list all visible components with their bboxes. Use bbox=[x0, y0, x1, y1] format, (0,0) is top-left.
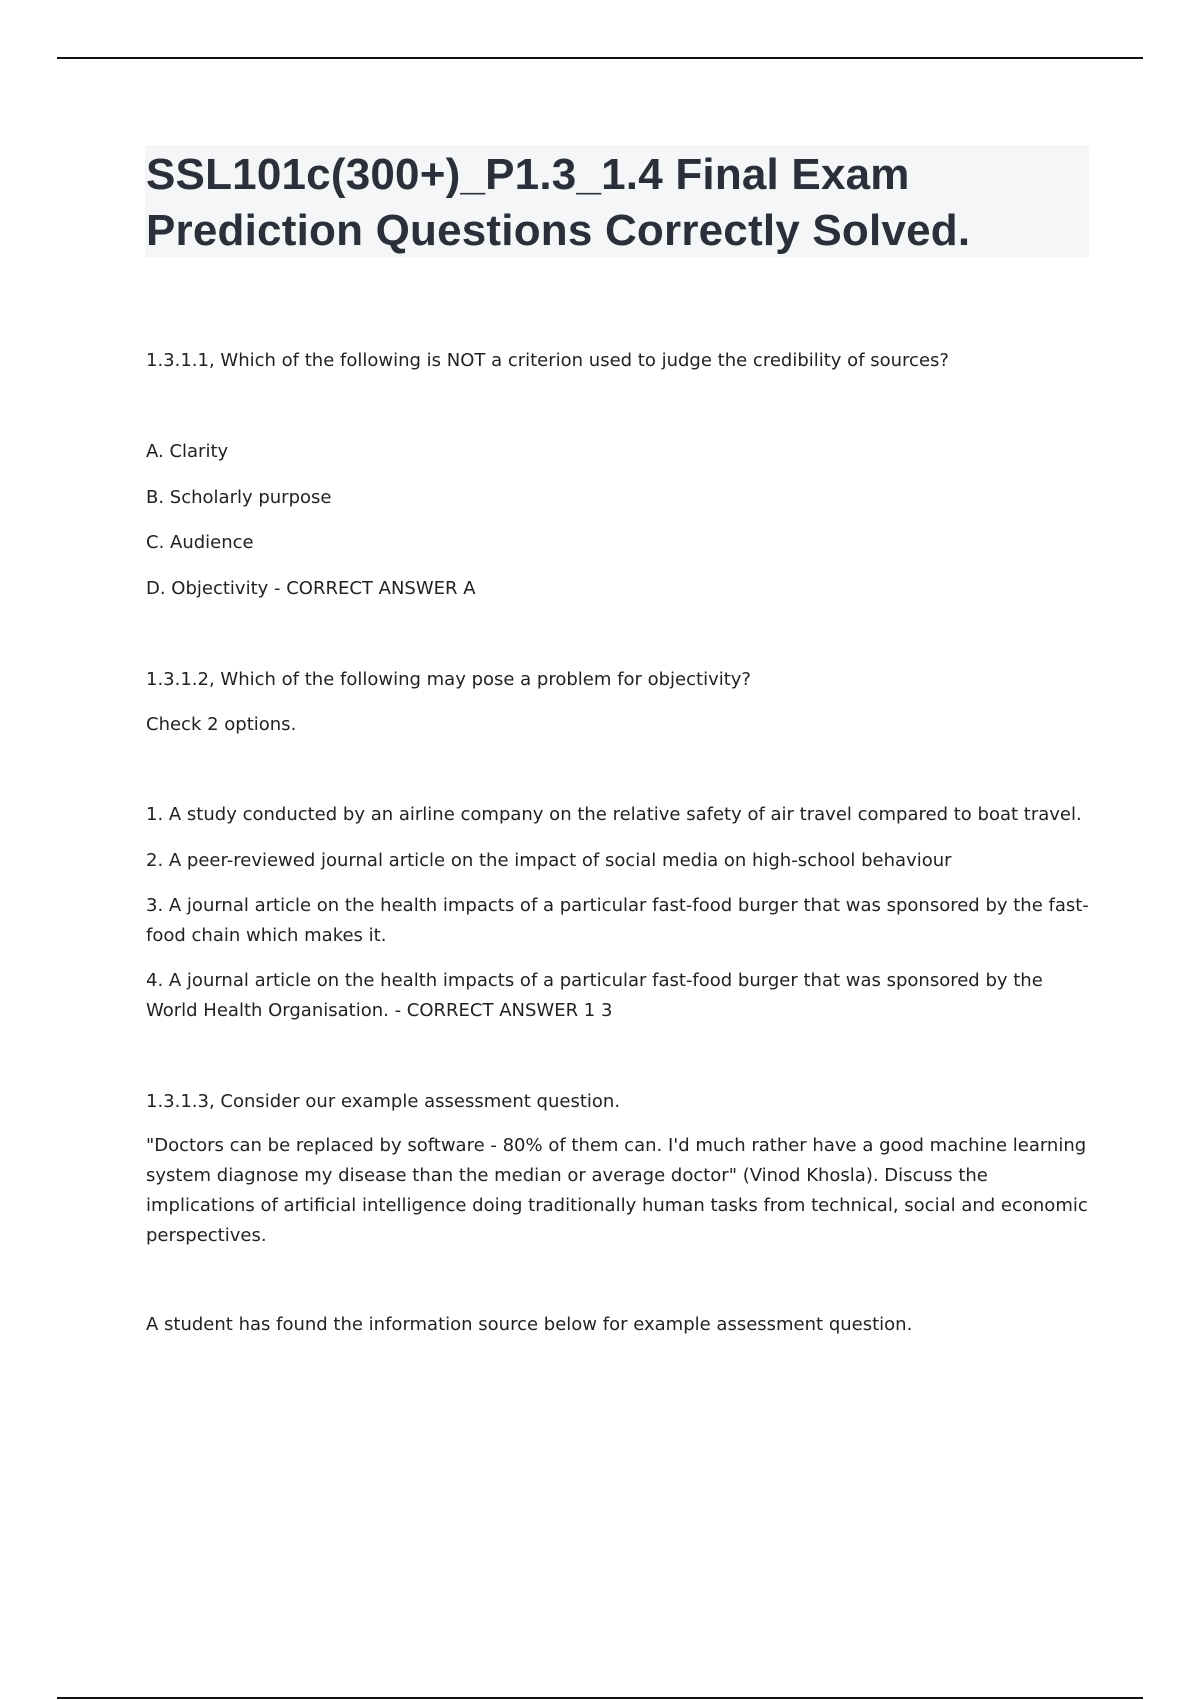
title-line-2: Prediction Questions Correctly Solved. bbox=[146, 206, 971, 255]
question-1-prompt: 1.3.1.1, Which of the following is NOT a criterion used to judge the credibility of sources? bbox=[146, 350, 949, 371]
question-1-option-a: A. Clarity bbox=[146, 441, 229, 462]
question-1-option-d: D. Objectivity - CORRECT ANSWER A bbox=[146, 578, 476, 599]
question-2-option-2: 2. A peer-reviewed journal article on the impact of social media on high-school behaviour bbox=[146, 850, 952, 871]
bottom-divider bbox=[57, 1697, 1143, 1699]
question-3-followup: A student has found the information source below for example assessment question. bbox=[146, 1314, 913, 1335]
question-3-prompt: 1.3.1.3, Consider our example assessment question. bbox=[146, 1091, 621, 1112]
question-2-option-1: 1. A study conducted by an airline company on the relative safety of air travel compared to boat travel. bbox=[146, 804, 1082, 825]
question-1-option-c: C. Audience bbox=[146, 532, 254, 553]
question-2-instruction: Check 2 options. bbox=[146, 714, 297, 735]
question-2-option-3: 3. A journal article on the health impacts of a particular fast-food burger that was sponsored by the fast-food chain which makes it. bbox=[146, 895, 1089, 946]
document-title bbox=[146, 147, 1090, 259]
question-1-option-b: B. Scholarly purpose bbox=[146, 487, 332, 508]
question-2-option-4: 4. A journal article on the health impacts of a particular fast-food burger that was sponsored by the World Health Organisation. - CORRECT ANSWER 1 3 bbox=[146, 970, 1043, 1021]
top-divider bbox=[57, 57, 1143, 59]
title-line-1: SSL101c(300+)_P1.3_1.4 Final Exam bbox=[146, 150, 910, 199]
question-2-prompt: 1.3.1.2, Which of the following may pose a problem for objectivity? bbox=[146, 669, 751, 690]
question-3-quote: "Doctors can be replaced by software - 80% of them can. I'd much rather have a good machine learning system diagnose my disease than the median or average doctor" (Vinod Khosla). Discuss the implications of artificial intelligence doing traditionally human tasks from technical, social and economic perspectives. bbox=[146, 1135, 1088, 1246]
